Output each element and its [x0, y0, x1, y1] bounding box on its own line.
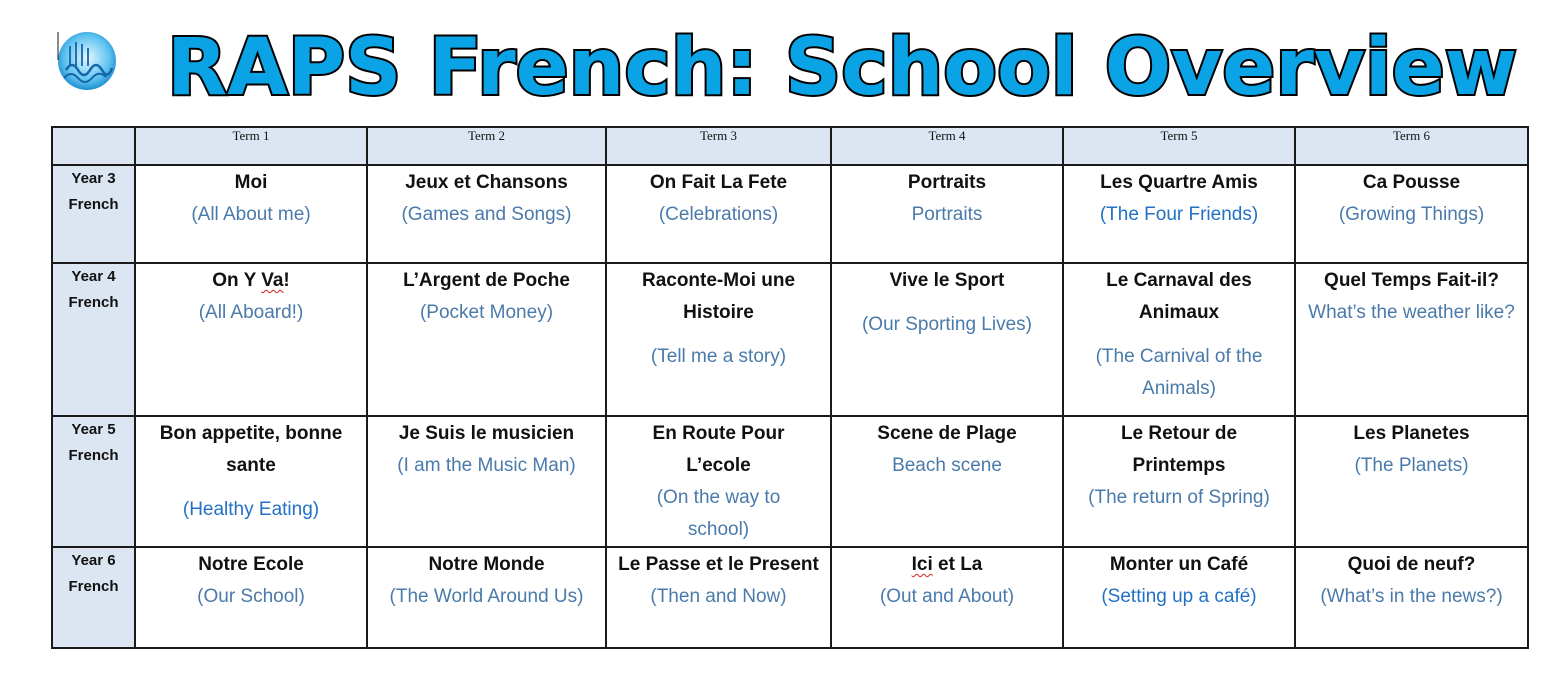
- topic-title: Je Suis le musicien: [398, 423, 575, 444]
- year-label: [52, 165, 135, 263]
- topic-title: Vive le Sport: [889, 270, 1005, 291]
- term-header-row: [52, 127, 1528, 165]
- topic-title: En Route Pour L’ecole: [652, 423, 785, 476]
- topic-translation: (The Four Friends): [1099, 204, 1259, 225]
- topic-title: Jeux et Chansons: [405, 172, 568, 193]
- topic-cell: [135, 165, 367, 263]
- term-header: Term 5: [1063, 127, 1295, 165]
- topic-title: Les Planetes: [1353, 423, 1470, 444]
- page-title: [162, 22, 1522, 112]
- topic-cell: [831, 416, 1063, 547]
- topic-translation: (Setting up a café): [1101, 586, 1257, 607]
- topic-translation: (Then and Now): [650, 586, 787, 607]
- term-header: Term 2: [367, 127, 606, 165]
- topic-cell: [367, 416, 606, 547]
- topic-cell: [831, 263, 1063, 416]
- topic-cell: [606, 416, 831, 547]
- topic-translation: (Our Sporting Lives): [861, 314, 1032, 335]
- year-label-line2: French: [68, 447, 119, 464]
- topic-translation: (The Carnival of the Animals): [1095, 346, 1263, 399]
- topic-cell: [831, 547, 1063, 648]
- year-row: [52, 165, 1528, 263]
- topic-cell: [606, 165, 831, 263]
- topic-translation: (Pocket Money): [419, 302, 554, 323]
- topic-cell: [1295, 547, 1528, 648]
- topic-cell: [1295, 263, 1528, 416]
- topic-cell: [1063, 165, 1295, 263]
- term-header: Term 3: [606, 127, 831, 165]
- topic-title: L’Argent de Poche: [403, 270, 570, 291]
- topic-cell: [606, 547, 831, 648]
- year-row: [52, 263, 1528, 416]
- topic-title: Moi: [234, 172, 268, 193]
- topic-translation: (I am the Music Man): [397, 455, 576, 476]
- topic-cell: [1295, 416, 1528, 547]
- year-label-line2: French: [68, 578, 119, 595]
- topic-cell: [135, 547, 367, 648]
- topic-translation: (Our School): [197, 586, 305, 607]
- topic-title-part: On Y: [212, 270, 262, 291]
- topic-cell: [135, 416, 367, 547]
- topic-title: Le Passe et le Present: [618, 554, 819, 575]
- topic-title-part: et La: [932, 554, 983, 575]
- year-label: [52, 547, 135, 648]
- topic-title: Le Retour de Printemps: [1120, 423, 1238, 476]
- topic-title: On Fait La Fete: [649, 172, 788, 193]
- topic-title: Notre Monde: [428, 554, 545, 575]
- topic-translation: (The World Around Us): [389, 586, 584, 607]
- topic-title: Scene de Plage: [877, 423, 1017, 444]
- topic-translation: (The Planets): [1354, 455, 1469, 476]
- topic-cell: [1063, 416, 1295, 547]
- corner-cell: [52, 127, 135, 165]
- topic-cell: [606, 263, 831, 416]
- topic-cell: [367, 165, 606, 263]
- term-header: Term 1: [135, 127, 367, 165]
- topic-translation: Portraits: [911, 204, 983, 225]
- topic-title: Raconte-Moi une Histoire: [641, 270, 796, 323]
- topic-title: Notre Ecole: [198, 554, 304, 575]
- topic-title: Bon appetite, bonne sante: [159, 423, 343, 476]
- topic-title: Portraits: [907, 172, 987, 193]
- topic-translation: (What’s in the news?): [1320, 586, 1503, 607]
- page-title-text: RAPS French: School Overview: [167, 23, 1517, 112]
- school-overview-table: [51, 126, 1529, 649]
- year-label-line1: Year 4: [71, 268, 116, 285]
- topic-translation: Beach scene: [892, 455, 1002, 476]
- topic-title: Le Carnaval des Animaux: [1106, 270, 1252, 323]
- year-label-line1: Year 3: [71, 170, 116, 187]
- topic-translation: (Celebrations): [658, 204, 779, 225]
- topic-cell: [367, 263, 606, 416]
- topic-cell: [1295, 165, 1528, 263]
- year-label-line1: Year 6: [71, 552, 116, 569]
- topic-title: Quoi de neuf?: [1347, 554, 1476, 575]
- topic-cell: [1063, 263, 1295, 416]
- topic-title: [836, 549, 1058, 581]
- topic-title-part: !: [283, 270, 290, 291]
- topic-title: Quel Temps Fait-il?: [1324, 270, 1499, 291]
- topic-translation: (Games and Songs): [401, 204, 572, 225]
- year-label: [52, 416, 135, 547]
- term-header: Term 4: [831, 127, 1063, 165]
- topic-translation: (The return of Spring): [1088, 487, 1270, 508]
- wave-logo-icon: [56, 30, 118, 92]
- year-label: [52, 263, 135, 416]
- spellcheck-word: Va: [261, 270, 284, 291]
- topic-title: Monter un Café: [1109, 554, 1249, 575]
- topic-translation: (Healthy Eating): [182, 499, 320, 520]
- year-row: [52, 416, 1528, 547]
- page-header: [0, 0, 1564, 120]
- topic-cell: [1063, 547, 1295, 648]
- topic-title: [140, 265, 362, 297]
- topic-cell: [831, 165, 1063, 263]
- spellcheck-word: Ici: [911, 554, 933, 575]
- topic-translation: (All About me): [191, 204, 311, 225]
- year-label-line1: Year 5: [71, 421, 116, 438]
- topic-translation: (Growing Things): [1338, 204, 1485, 225]
- topic-translation: (Tell me a story): [650, 346, 787, 367]
- year-label-line2: French: [68, 294, 119, 311]
- topic-cell: [367, 547, 606, 648]
- topic-title: Ca Pousse: [1362, 172, 1461, 193]
- term-header: Term 6: [1295, 127, 1528, 165]
- year-label-line2: French: [68, 196, 119, 213]
- topic-translation: (All Aboard!): [198, 302, 304, 323]
- topic-cell: [135, 263, 367, 416]
- topic-translation: What’s the weather like?: [1308, 302, 1515, 323]
- topic-title: Les Quartre Amis: [1100, 172, 1258, 193]
- topic-translation: (On the way to school): [656, 487, 781, 540]
- year-row: [52, 547, 1528, 648]
- topic-translation: (Out and About): [879, 586, 1015, 607]
